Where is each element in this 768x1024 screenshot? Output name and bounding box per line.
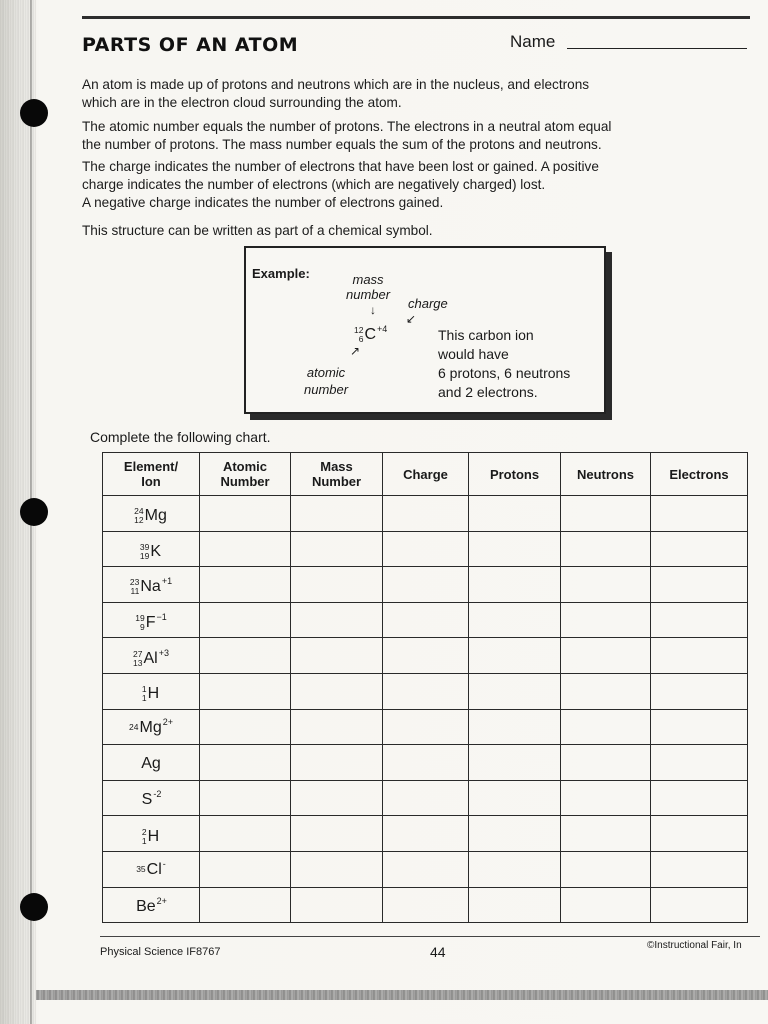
- neutrons-cell[interactable]: [561, 780, 651, 816]
- text-line: would have: [438, 346, 509, 362]
- atom-chart-table: [102, 452, 748, 923]
- atomic-number: 6: [358, 334, 364, 344]
- header-text: Mass: [320, 459, 353, 474]
- neutrons-cell[interactable]: [561, 638, 651, 674]
- atomic-number-cell[interactable]: [200, 851, 291, 887]
- mass-number-cell[interactable]: [291, 638, 383, 674]
- electrons-cell[interactable]: [651, 709, 748, 745]
- element-symbol: Mg: [144, 507, 167, 525]
- neutrons-cell[interactable]: [561, 531, 651, 567]
- element-symbol: Ag: [141, 755, 161, 773]
- atomic-number-cell[interactable]: [200, 531, 291, 567]
- ion-charge: 2+: [156, 895, 167, 906]
- isotope-stack: [140, 543, 149, 561]
- atomic-number: 12: [134, 515, 144, 526]
- charge-cell[interactable]: [383, 851, 469, 887]
- mass-number: 1: [141, 684, 147, 695]
- text-line: An atom is made up of protons and neutrons which are in the nucleus, and electrons: [82, 77, 590, 92]
- protons-cell[interactable]: [469, 673, 561, 709]
- example-box: [244, 246, 606, 414]
- mass-number: 12: [354, 325, 364, 335]
- element-ion-cell: [103, 887, 200, 923]
- atomic-number-cell[interactable]: [200, 638, 291, 674]
- atomic-number-cell[interactable]: [200, 602, 291, 638]
- neutrons-cell[interactable]: [561, 709, 651, 745]
- charge-cell[interactable]: [383, 567, 469, 603]
- text-line: 6 protons, 6 neutrons: [438, 365, 571, 381]
- text-line: and 2 electrons.: [438, 384, 538, 400]
- text-line: number: [346, 287, 391, 302]
- footer-copyright: ©Instructional Fair, In: [647, 940, 742, 951]
- mass-number: 39: [139, 541, 150, 552]
- charge-label: charge: [408, 296, 448, 311]
- binder-hole: [20, 99, 48, 127]
- mass-number-cell[interactable]: [291, 673, 383, 709]
- protons-cell[interactable]: [469, 531, 561, 567]
- charge-cell[interactable]: [383, 638, 469, 674]
- mass-number-cell[interactable]: [291, 567, 383, 603]
- charge-cell[interactable]: [383, 496, 469, 532]
- table-row: [103, 745, 748, 781]
- electrons-cell[interactable]: [651, 816, 748, 852]
- element-ion-cell: [103, 673, 200, 709]
- mass-number: 27: [133, 648, 143, 659]
- footer-rule: [100, 936, 760, 937]
- table-row: [103, 851, 748, 887]
- header-neutrons: Neutrons: [561, 453, 651, 496]
- header-text: Element/: [123, 459, 179, 474]
- atomic-number-cell[interactable]: [200, 887, 291, 923]
- isotope-stack: [133, 650, 142, 668]
- charge-cell[interactable]: [383, 816, 469, 852]
- charge-cell[interactable]: [383, 673, 469, 709]
- header-charge: Charge: [383, 453, 469, 496]
- atomic-number: 11: [130, 586, 140, 597]
- arrow-up-right-icon: ↗: [350, 344, 361, 358]
- isotope-stack: [136, 865, 145, 874]
- atomic-number: 1: [141, 693, 147, 704]
- table-header-row: [103, 453, 748, 496]
- electrons-cell[interactable]: [651, 673, 748, 709]
- text-line: the number of protons. The mass number equals the sum of the protons and neutrons.: [82, 137, 602, 152]
- element-ion-cell: [103, 816, 200, 852]
- intro-paragraph-4: [82, 222, 433, 240]
- isotope-symbol: [135, 895, 167, 916]
- text-line: The atomic number equals the number of protons. The electrons in a neutral atom equal: [82, 119, 612, 134]
- page-number: 44: [430, 944, 446, 960]
- atomic-number: 19: [139, 550, 150, 561]
- element-ion-cell: [103, 745, 200, 781]
- protons-cell[interactable]: [469, 567, 561, 603]
- element-symbol: S: [141, 791, 153, 809]
- charge-cell[interactable]: [383, 887, 469, 923]
- intro-paragraph-2: [82, 118, 611, 154]
- text-line: mass: [352, 272, 384, 287]
- element-symbol: Mg: [139, 718, 162, 736]
- text-line: A negative charge indicates the number of electrons gained.: [82, 195, 444, 210]
- arrow-down-icon: ↓: [370, 303, 376, 317]
- table-row: [103, 638, 748, 674]
- isotope-symbol: [133, 647, 169, 668]
- header-mass-number: [291, 453, 383, 496]
- protons-cell[interactable]: [469, 638, 561, 674]
- electrons-cell[interactable]: [651, 602, 748, 638]
- protons-cell[interactable]: [469, 709, 561, 745]
- isotope-symbol: [141, 791, 162, 809]
- electrons-cell[interactable]: [651, 531, 748, 567]
- charge-cell[interactable]: [383, 602, 469, 638]
- atomic-number-cell[interactable]: [200, 567, 291, 603]
- name-field-line: [567, 48, 747, 49]
- element-symbol: Cl: [146, 860, 162, 878]
- arrow-down-left-icon: ↙: [406, 312, 417, 326]
- isotope-stack: [142, 828, 147, 846]
- electrons-cell[interactable]: [651, 780, 748, 816]
- header-protons: Protons: [469, 453, 561, 496]
- table-row: [103, 887, 748, 923]
- electrons-cell[interactable]: [651, 638, 748, 674]
- mass-number: 2: [141, 826, 147, 837]
- table-row: [103, 780, 748, 816]
- mass-number-cell[interactable]: [291, 602, 383, 638]
- ion-charge: −1: [156, 612, 167, 623]
- element-ion-cell: [103, 602, 200, 638]
- text-line: number: [304, 382, 349, 397]
- ion-charge: -2: [153, 789, 162, 800]
- neutrons-cell[interactable]: [561, 851, 651, 887]
- protons-cell[interactable]: [469, 816, 561, 852]
- neutrons-cell[interactable]: [561, 673, 651, 709]
- atomic-number-cell[interactable]: [200, 780, 291, 816]
- mass-number: 24: [129, 722, 139, 733]
- atomic-number-cell[interactable]: [200, 745, 291, 781]
- binder-hole: [20, 498, 48, 526]
- atomic-number-cell[interactable]: [200, 709, 291, 745]
- isotope-stack: [129, 723, 138, 732]
- protons-cell[interactable]: [469, 496, 561, 532]
- text-line: atomic: [306, 365, 346, 380]
- element-ion-cell: [103, 851, 200, 887]
- isotope-stack: [142, 685, 147, 703]
- mass-number-cell[interactable]: [291, 709, 383, 745]
- example-symbol: [354, 318, 387, 344]
- element-symbol: Na: [140, 578, 161, 596]
- atomic-number: 13: [133, 657, 143, 668]
- mass-number-cell[interactable]: [291, 531, 383, 567]
- element-ion-cell: [103, 531, 200, 567]
- ion-charge: -: [162, 858, 166, 869]
- protons-cell[interactable]: [469, 780, 561, 816]
- mass-number-cell[interactable]: [291, 816, 383, 852]
- table-row: [103, 709, 748, 745]
- header-atomic-number: [200, 453, 291, 496]
- neutrons-cell[interactable]: [561, 567, 651, 603]
- neutrons-cell[interactable]: [561, 887, 651, 923]
- page-bottom-edge: [36, 990, 768, 1000]
- example-label: Example:: [252, 266, 310, 281]
- mass-number-label: [346, 272, 390, 302]
- atomic-number-cell[interactable]: [200, 496, 291, 532]
- top-rule: [82, 16, 750, 19]
- element-symbol: F: [145, 614, 156, 632]
- text-line: The charge indicates the number of electrons that have been lost or gained. A positive: [82, 159, 599, 174]
- protons-cell[interactable]: [469, 602, 561, 638]
- element-symbol: C: [364, 326, 377, 343]
- mass-number: 23: [129, 577, 140, 588]
- charge-cell[interactable]: [383, 780, 469, 816]
- chart-caption: Complete the following chart.: [90, 429, 271, 445]
- atomic-number-label: [304, 364, 348, 398]
- header-text: Atomic: [222, 459, 268, 474]
- mass-number-cell[interactable]: [291, 887, 383, 923]
- table-row: [103, 531, 748, 567]
- ion-charge: +4: [377, 324, 388, 334]
- mass-number: 35: [136, 864, 146, 875]
- isotope-symbol: [140, 543, 162, 561]
- element-symbol: K: [150, 542, 162, 560]
- text-line: This carbon ion: [438, 327, 534, 343]
- element-symbol: H: [147, 827, 160, 845]
- intro-paragraph-3: [82, 158, 599, 212]
- ion-charge: 2+: [162, 716, 173, 727]
- protons-cell[interactable]: [469, 887, 561, 923]
- element-ion-cell: [103, 709, 200, 745]
- binder-hole: [20, 893, 48, 921]
- header-text: Ion: [141, 474, 161, 489]
- isotope-symbol: [142, 685, 160, 703]
- isotope-symbol: [136, 858, 166, 879]
- isotope-symbol: [140, 755, 162, 773]
- table-row: [103, 816, 748, 852]
- ion-charge: +3: [158, 647, 169, 658]
- footer-course: Physical Science IF8767: [100, 946, 221, 958]
- example-description: [438, 326, 570, 402]
- charge-cell[interactable]: [383, 709, 469, 745]
- neutrons-cell[interactable]: [561, 816, 651, 852]
- isotope-symbol: [134, 507, 168, 525]
- isotope-stack: [135, 614, 144, 632]
- mass-number-cell[interactable]: [291, 851, 383, 887]
- text-line: charge indicates the number of electrons (which are negatively charged) lost.: [82, 177, 546, 192]
- charge-cell[interactable]: [383, 531, 469, 567]
- mass-number-cell[interactable]: [291, 745, 383, 781]
- table-row: [103, 496, 748, 532]
- neutrons-cell[interactable]: [561, 745, 651, 781]
- isotope-stack: [354, 326, 363, 344]
- electrons-cell[interactable]: [651, 567, 748, 603]
- header-text: Number: [220, 474, 270, 489]
- mass-number-cell[interactable]: [291, 780, 383, 816]
- electrons-cell[interactable]: [651, 887, 748, 923]
- element-ion-cell: [103, 567, 200, 603]
- protons-cell[interactable]: [469, 745, 561, 781]
- atomic-number: 1: [141, 835, 147, 846]
- atomic-number: 9: [139, 622, 145, 633]
- element-symbol: Be: [136, 897, 156, 915]
- intro-paragraph-1: [82, 76, 589, 112]
- page-title: PARTS OF AN ATOM: [82, 34, 299, 56]
- protons-cell[interactable]: [469, 851, 561, 887]
- element-symbol: H: [147, 685, 160, 703]
- header-element-ion: [103, 453, 200, 496]
- ion-charge: +1: [161, 576, 173, 587]
- electrons-cell[interactable]: [651, 496, 748, 532]
- atomic-number-cell[interactable]: [200, 673, 291, 709]
- electrons-cell[interactable]: [651, 745, 748, 781]
- mass-number-cell[interactable]: [291, 496, 383, 532]
- electrons-cell[interactable]: [651, 851, 748, 887]
- table-row: [103, 567, 748, 603]
- neutrons-cell[interactable]: [561, 496, 651, 532]
- name-label: Name: [510, 32, 556, 51]
- charge-cell[interactable]: [383, 745, 469, 781]
- text-line: which are in the electron cloud surrounding the atom.: [82, 95, 402, 110]
- mass-number: 24: [134, 506, 144, 517]
- isotope-symbol: [135, 614, 167, 632]
- header-text: Number: [311, 474, 362, 489]
- element-ion-cell: [103, 638, 200, 674]
- isotope-symbol: [130, 578, 172, 596]
- mass-number: 19: [135, 613, 145, 624]
- element-symbol: Al: [143, 649, 158, 667]
- element-ion-cell: [103, 780, 200, 816]
- isotope-symbol: [142, 828, 160, 846]
- atomic-number-cell[interactable]: [200, 816, 291, 852]
- table-row: [103, 673, 748, 709]
- text-line: This structure can be written as part of a chemical symbol.: [82, 223, 433, 238]
- isotope-symbol: [129, 716, 173, 737]
- element-ion-cell: [103, 496, 200, 532]
- isotope-stack: [134, 507, 143, 525]
- header-electrons: Electrons: [651, 453, 748, 496]
- isotope-stack: [130, 578, 139, 596]
- neutrons-cell[interactable]: [561, 602, 651, 638]
- table-row: [103, 602, 748, 638]
